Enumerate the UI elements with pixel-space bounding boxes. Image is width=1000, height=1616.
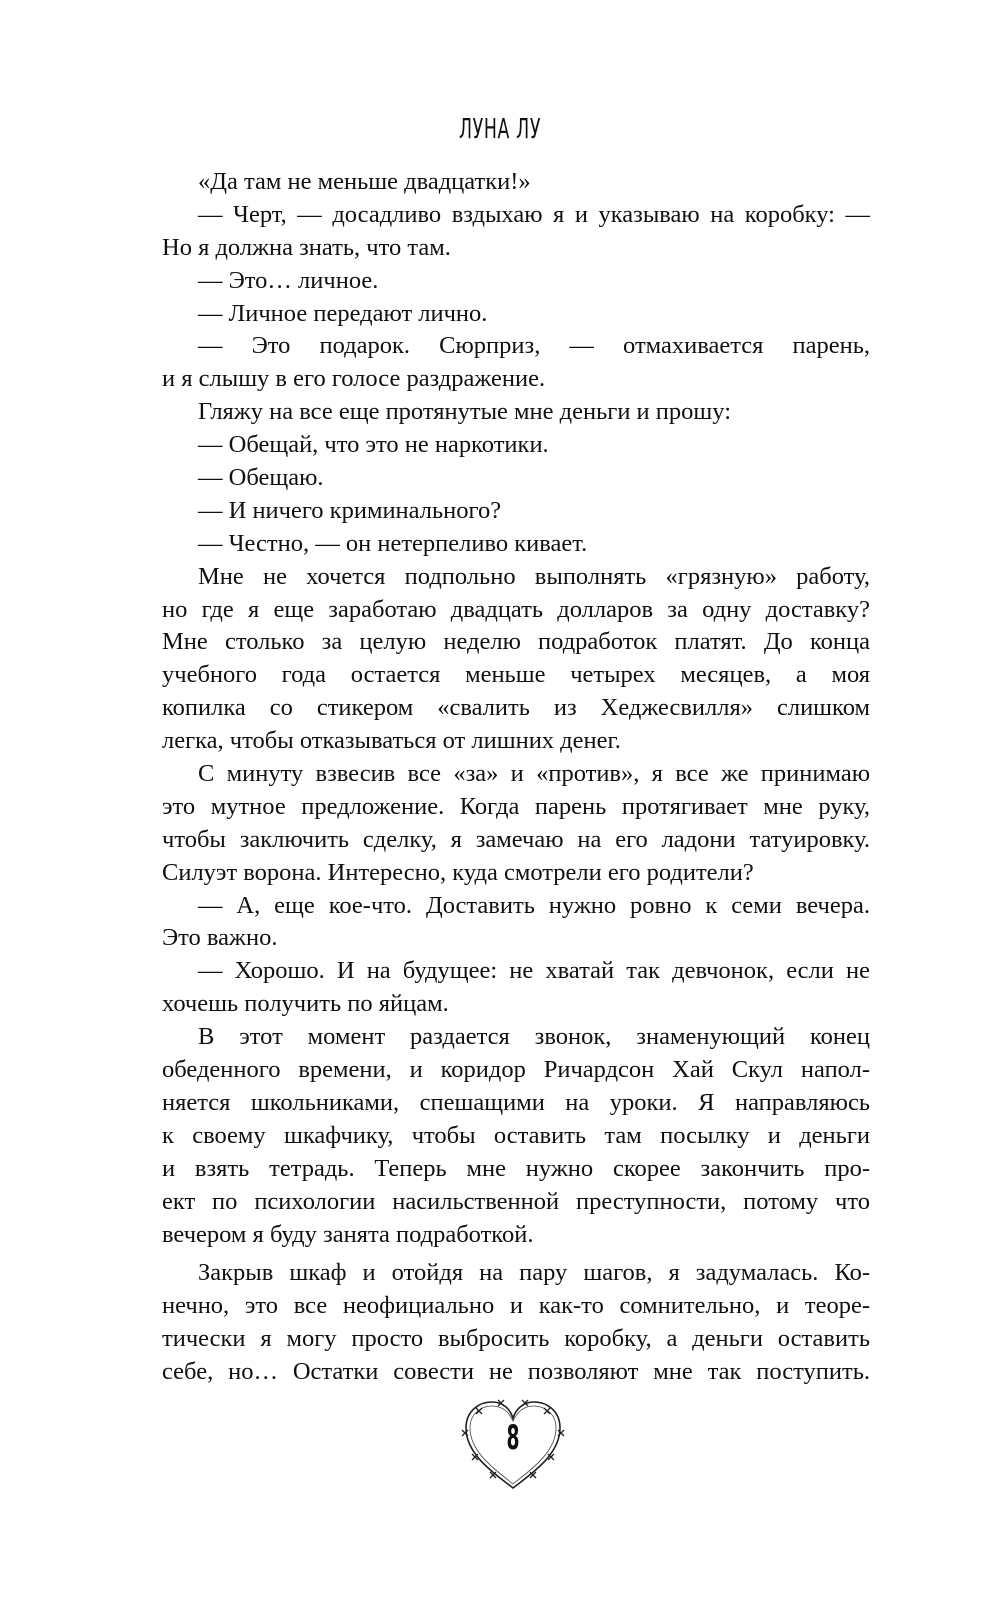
text-line: Мне столько за целую неделю подработок платят. До конца — [162, 628, 870, 656]
text-line: — Это подарок. Сюрприз, — отмахивается парень, — [198, 332, 870, 360]
text-line: Мне не хочется подпольно выполнять «грязную» работу, — [198, 562, 870, 590]
text-line: хочешь получить по яйцам. — [162, 990, 449, 1018]
text-line: чтобы заключить сделку, я замечаю на его ладони татуировку. — [162, 825, 870, 853]
text-line: — Это… личное. — [198, 266, 379, 294]
text-line: Закрыв шкаф и отойдя на пару шагов, я задумалась. Ко- — [198, 1259, 870, 1287]
text-line: — Честно, — он нетерпеливо кивает. — [198, 529, 588, 557]
text-line: и взять тетрадь. Теперь мне нужно скорее закончить про- — [162, 1154, 870, 1182]
text-line: учебного года остается меньше четырех месяцев, а моя — [162, 661, 870, 689]
text-line: обеденного времени, и коридор Ричардсон Хай Скул напол- — [162, 1056, 870, 1084]
text-line: В этот момент раздается звонок, знаменующий конец — [198, 1023, 870, 1051]
text-line: Это важно. — [162, 924, 278, 952]
body-text — [162, 166, 870, 1389]
text-line: тически я могу просто выбросить коробку, а деньги оставить — [162, 1325, 870, 1353]
text-line: и я слышу в его голосе раздражение. — [162, 365, 546, 393]
text-line: себе, но… Остатки совести не позволяют мне так поступить. — [162, 1358, 870, 1386]
text-line: — Обещай, что это не наркотики. — [198, 431, 549, 459]
text-line: С минуту взвесив все «за» и «против», я все же принимаю — [198, 760, 870, 788]
text-line: Силуэт ворона. Интересно, куда смотрели его родители? — [162, 858, 754, 886]
text-line: копилка со стикером «свалить из Хеджесвилля» слишком — [162, 694, 870, 722]
text-line: няется школьниками, спешащими на уроки. Я направляюсь — [162, 1088, 870, 1116]
text-line: нечно, это все неофициально и как-то сомнительно, и теоре- — [162, 1292, 870, 1320]
text-line: — Черт, — досадливо вздыхаю я и указываю на коробку: — — [198, 200, 870, 228]
text-line: к своему шкафчику, чтобы оставить там посылку и деньги — [162, 1121, 870, 1149]
text-line: легка, чтобы отказываться от лишних денег. — [162, 727, 621, 755]
text-line: но где я еще заработаю двадцать долларов за одну доставку? — [162, 595, 870, 623]
text-line: вечером я буду занята подработкой. — [162, 1220, 534, 1248]
text-line: — И ничего криминального? — [198, 496, 502, 524]
page-number: 8 — [506, 1418, 520, 1458]
text-line: это мутное предложение. Когда парень протягивает мне руку, — [162, 792, 870, 820]
text-line: — Обещаю. — [198, 464, 324, 492]
text-line: ект по психологии насильственной преступности, потому что — [162, 1187, 870, 1215]
text-line: — Личное передают лично. — [198, 299, 488, 327]
page-folio — [458, 1396, 568, 1496]
running-header: ЛУНА ЛУ — [458, 112, 542, 145]
text-line: — А, еще кое-что. Доставить нужно ровно к семи вечера. — [198, 891, 870, 919]
text-line: «Да там не меньше двадцатки!» — [198, 168, 531, 195]
text-line: Но я должна знать, что там. — [162, 233, 451, 261]
text-line: — Хорошо. И на будущее: не хватай так девчонок, если не — [198, 957, 870, 985]
text-line: Гляжу на все еще протянутые мне деньги и прошу: — [198, 398, 732, 426]
